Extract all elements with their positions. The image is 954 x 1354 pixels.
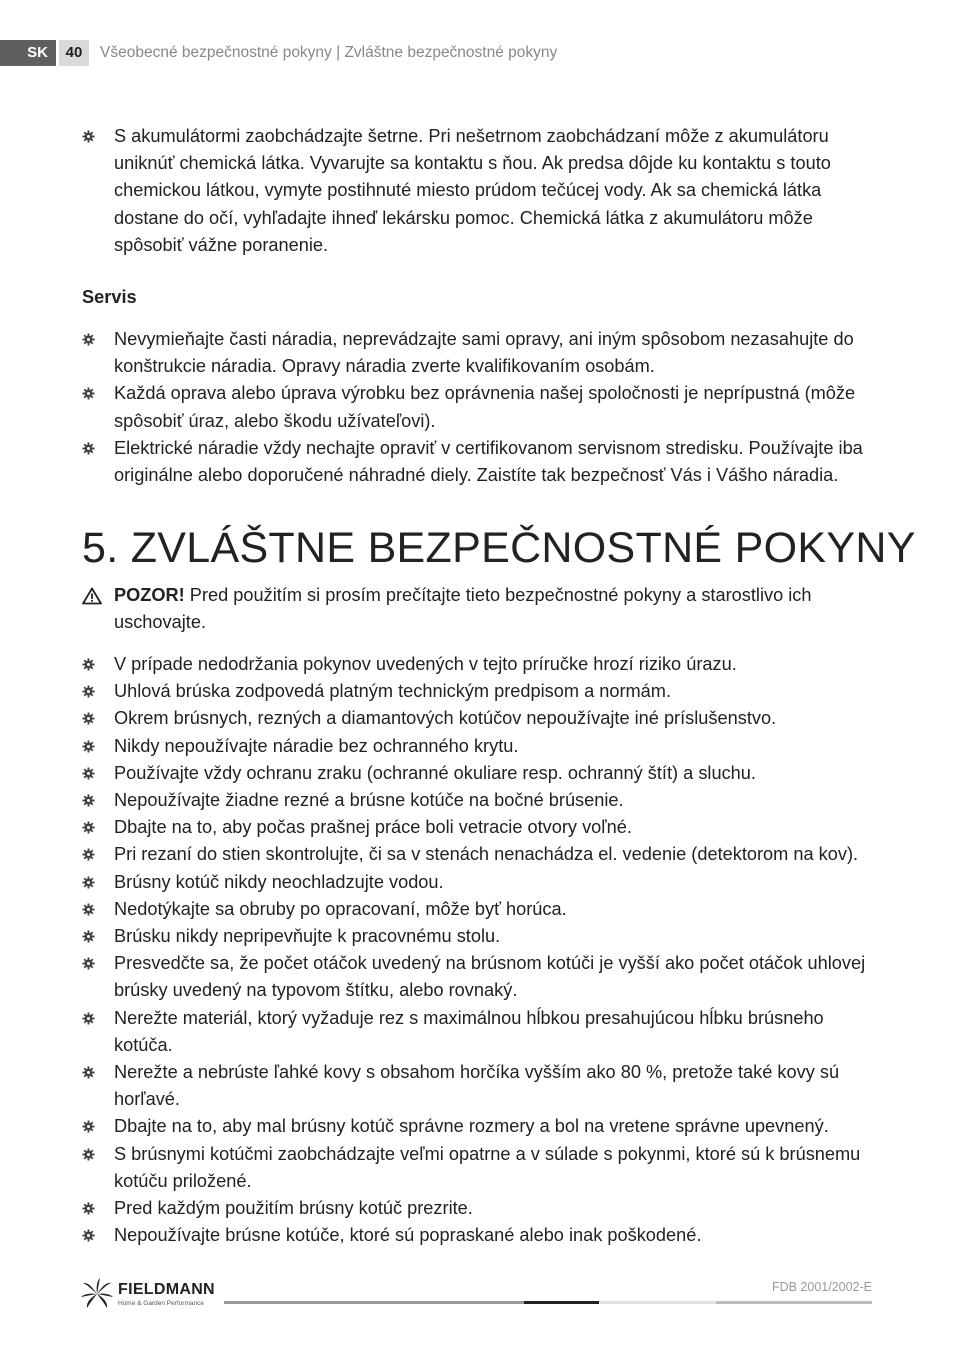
footer-rule-dark: [524, 1301, 599, 1304]
gear-bullet-icon: [82, 794, 95, 807]
list-item-text: Dbajte na to, aby počas prašnej práce boli vetracie otvory voľné.: [114, 817, 632, 838]
list-item: [82, 123, 872, 259]
gear-bullet-icon: [82, 821, 95, 834]
list-item: [82, 896, 872, 923]
list-item-text: Pred každým použitím brúsny kotúč prezrite.: [114, 1198, 473, 1219]
list-item-text: Nepoužívajte brúsne kotúče, ktoré sú popraskané alebo inak poškodené.: [114, 1225, 702, 1246]
list-item-text: Brúsku nikdy nepripevňujte k pracovnému stolu.: [114, 926, 501, 947]
footer-rule-gray: [224, 1301, 524, 1304]
list-item: [82, 380, 872, 434]
list-item-text: V prípade nedodržania pokynov uvedených v tejto príručke hrozí riziko úrazu.: [114, 654, 737, 674]
language-tab: SK: [0, 40, 56, 66]
list-item-text: Nedotýkajte sa obruby po opracovaní, môže byť horúca.: [114, 898, 567, 919]
warning-note: [82, 582, 872, 636]
list-item: [82, 1059, 872, 1113]
gear-bullet-icon: [82, 848, 95, 861]
gear-bullet-icon: [82, 1229, 95, 1242]
list-item-text: Elektrické náradie vždy nechajte opraviť v certifikovanom servisnom stredisku. Používajte iba originálne alebo doporučené náhradné diely. Zaistíte tak bezpečnosť Vás i Vášho náradia.: [114, 437, 863, 486]
servis-heading: Servis: [82, 287, 137, 307]
gear-bullet-icon: [82, 712, 95, 725]
list-item: [82, 841, 872, 868]
section-list: [82, 651, 872, 1249]
list-item: [82, 326, 872, 380]
gear-bullet-icon: [82, 333, 95, 346]
brand-name: FIELDMANN: [118, 1281, 215, 1298]
list-item-text: Používajte vždy ochranu zraku (ochranné okuliare resp. ochranný štít) a sluchu.: [114, 762, 756, 783]
gear-bullet-icon: [82, 658, 95, 671]
page-header: [0, 40, 954, 66]
warning-label: POZOR!: [114, 585, 185, 605]
list-item-text: Pri rezaní do stien skontrolujte, či sa v stenách nenachádza el. vedenie (detektorom na kov).: [114, 844, 859, 865]
list-item-text: Nevymieňajte časti náradia, neprevádzajte sami opravy, ani iným spôsobom nezasahujte do konštrukcie náradia. Opravy náradia zverte kvalifikovaním osobám.: [114, 329, 854, 377]
model-number: FDB 2001/2002-E: [771, 1280, 872, 1294]
section-title: 5. ZVLÁŠTNE BEZPEČNOSTNÉ POKYNY: [82, 524, 916, 572]
gear-bullet-icon: [82, 1012, 95, 1025]
gear-bullet-icon: [82, 1202, 95, 1215]
list-item: [82, 869, 872, 896]
list-item-text: Presvedčte sa, že počet otáčok uvedený na brúsnom kotúči je vyšší ako počet otáčok uhlovej brúsky uvedený na typovom štítku, alebo rovnaký.: [114, 953, 866, 1001]
list-item: [82, 1222, 872, 1249]
list-item: [82, 1195, 872, 1222]
warning-triangle-icon: [82, 587, 102, 605]
list-item: [82, 787, 872, 814]
gear-bullet-icon: [82, 767, 95, 780]
warning-text: Pred použitím si prosím prečítajte tieto bezpečnostné pokyny a starostlivo ich uschovajte.: [114, 585, 812, 633]
gear-bullet-icon: [82, 876, 95, 889]
running-head: Všeobecné bezpečnostné pokyny | Zvláštne bezpečnostné pokyny: [100, 44, 558, 61]
gear-bullet-icon: [82, 685, 95, 698]
list-item: [82, 678, 872, 705]
list-item: [82, 733, 872, 760]
list-item-text: Nerežte materiál, ktorý vyžaduje rez s maximálnou hĺbkou presahujúcou hĺbku brúsneho kotúča.: [114, 1007, 824, 1055]
fieldmann-swirl-icon: [80, 1277, 114, 1311]
list-item-text: Nerežte a nebrúste ľahké kovy s obsahom horčíka vyšším ako 80 %, pretože také kovy sú horľavé.: [114, 1062, 840, 1110]
list-item-text: Brúsny kotúč nikdy neochladzujte vodou.: [114, 871, 444, 892]
footer-rule-light: [599, 1301, 716, 1304]
brand-tagline: Home & Garden Performance: [118, 1300, 204, 1307]
list-item: [82, 760, 872, 787]
gear-bullet-icon: [82, 957, 95, 970]
list-item-text: Okrem brúsnych, rezných a diamantových kotúčov nepoužívajte iné príslušenstvo.: [114, 708, 777, 729]
intro-list: [82, 123, 872, 259]
list-item-text: S akumulátormi zaobchádzajte šetrne. Pri nešetrnom zaobchádzaní môže z akumulátoru uniknúť chemická látka. Vyvarujte sa kontaktu s ňou. Ak predsa dôjde ku kontaktu s touto chemickou látkou, vymyte postihnuté miesto prúdom tečúcej vody. Ak sa chemická látka dostane do očí, vyhľadajte ihneď lekársku pomoc. Chemická látka z akumulátoru môže spôsobiť vážne poranenie.: [114, 126, 831, 255]
gear-bullet-icon: [82, 1148, 95, 1161]
list-item: [82, 950, 872, 1004]
list-item: [82, 435, 872, 489]
footer-rule-mid: [716, 1301, 872, 1304]
gear-bullet-icon: [82, 387, 95, 400]
gear-bullet-icon: [82, 1066, 95, 1079]
gear-bullet-icon: [82, 442, 95, 455]
gear-bullet-icon: [82, 740, 95, 753]
gear-bullet-icon: [82, 1120, 95, 1133]
list-item-text: Nepoužívajte žiadne rezné a brúsne kotúče na bočné brúsenie.: [114, 790, 624, 811]
gear-bullet-icon: [82, 930, 95, 943]
list-item-text: Každá oprava alebo úprava výrobku bez oprávnenia našej spoločnosti je neprípustná (môže spôsobiť úraz, alebo škodu užívateľovi).: [114, 383, 856, 431]
gear-bullet-icon: [82, 130, 95, 143]
list-item: [82, 705, 872, 732]
list-item: [82, 1113, 872, 1140]
list-item: [82, 814, 872, 841]
gear-bullet-icon: [82, 903, 95, 916]
list-item: [82, 1141, 872, 1195]
list-item-text: Nikdy nepoužívajte náradie bez ochranného krytu.: [114, 735, 519, 756]
list-item: [82, 651, 872, 678]
list-item-text: Dbajte na to, aby mal brúsny kotúč správne rozmery a bol na vretene správne upevnený.: [114, 1116, 829, 1137]
list-item-text: Uhlová brúska zodpovedá platným technickým predpisom a normám.: [114, 681, 672, 702]
list-item: [82, 923, 872, 950]
list-item: [82, 1005, 872, 1059]
brand-logo: [80, 1277, 230, 1311]
page-number: 40: [59, 40, 89, 66]
list-item-text: S brúsnymi kotúčmi zaobchádzajte veľmi opatrne a v súlade s pokynmi, ktoré sú k brúsnemu kotúču priložené.: [114, 1143, 861, 1191]
servis-list: [82, 326, 872, 489]
